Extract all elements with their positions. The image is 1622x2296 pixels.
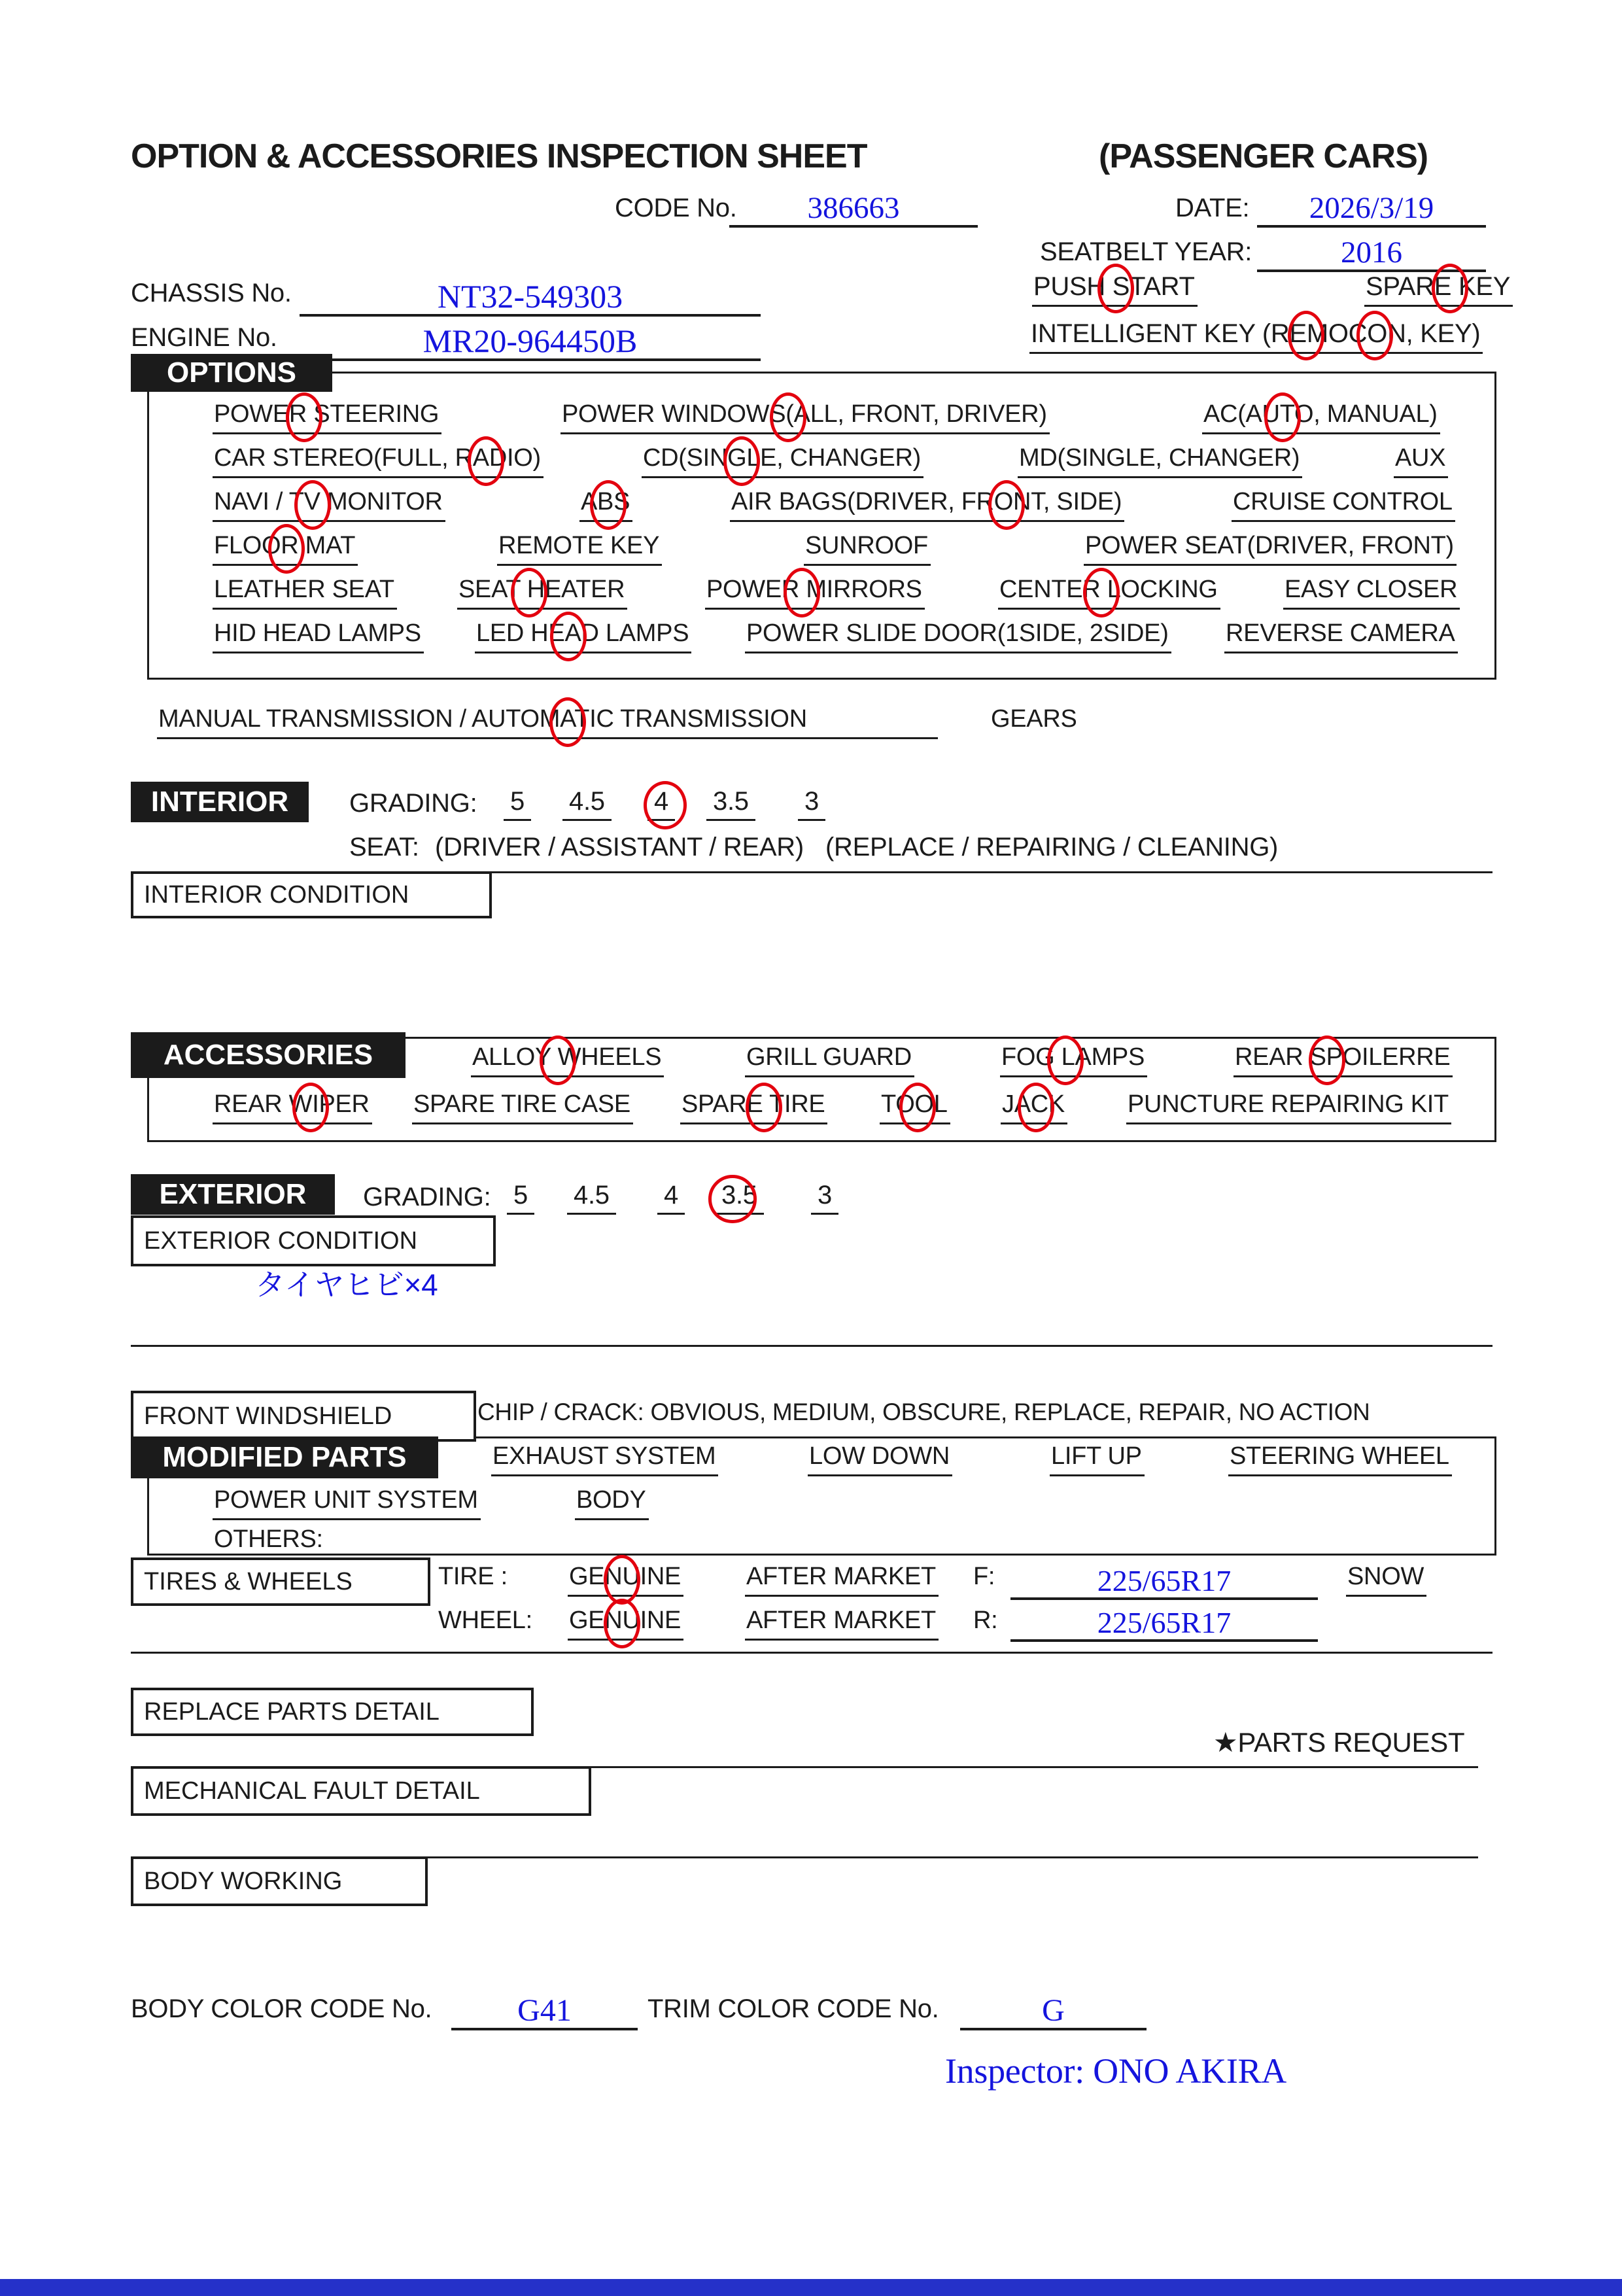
option-center-locking: CENTER LOCKING (998, 576, 1220, 610)
date-label: DATE: (1175, 194, 1250, 222)
snow-item: SNOW (1346, 1563, 1426, 1597)
engine-no-label: ENGINE No. (131, 323, 277, 352)
exterior-grading-label: GRADING: (363, 1183, 491, 1211)
option-floor-mat: FLOOR MAT (213, 532, 358, 566)
tires-wheels-label: TIRES & WHEELS (144, 1567, 353, 1595)
red-circle-mark (511, 568, 547, 617)
exterior-condition-note: タイヤヒビ×4 (255, 1268, 438, 1302)
transmission-item: MANUAL TRANSMISSION / AUTOMATIC TRANSMISSION (157, 705, 938, 739)
option-seat-heater: SEAT HEATER (457, 576, 627, 610)
accessory-spare-tire-case: SPARE TIRE CASE (412, 1090, 633, 1124)
seatbelt-year-value: 2016 (1341, 235, 1402, 270)
red-circle-mark (549, 697, 586, 747)
option-ac: AC(AUTO, MANUAL) (1202, 400, 1440, 434)
red-circle-mark (899, 1083, 936, 1132)
modified-others: OTHERS: (213, 1525, 326, 1559)
option-cruise-control: CRUISE CONTROL (1232, 488, 1455, 522)
date-field (1257, 187, 1486, 228)
interior-grading-label: GRADING: (349, 789, 477, 818)
exterior-grade-4: 4 (657, 1180, 685, 1215)
seat-label: SEAT: (349, 833, 419, 861)
code-no-field (729, 187, 978, 228)
option-cd: CD(SINGLE, CHANGER) (642, 444, 923, 478)
tires-wheels-box (131, 1557, 430, 1606)
option-reverse-camera: REVERSE CAMERA (1224, 619, 1458, 653)
accessory-rear-wiper: REAR WIPER (213, 1090, 372, 1124)
push-start-label: PUSH START (1033, 272, 1195, 301)
push-start-item (1032, 271, 1198, 307)
option-power-windows: POWER WINDOWS(ALL, FRONT, DRIVER) (561, 400, 1050, 434)
red-circle-mark (604, 1599, 640, 1648)
option-power-steering: POWER STEERING (213, 400, 441, 434)
tire-after-market-item: AFTER MARKET (745, 1563, 939, 1597)
footer-bar (0, 2279, 1622, 2296)
accessory-grill-guard: GRILL GUARD (745, 1043, 914, 1077)
rear-tire-size-field (1010, 1603, 1318, 1642)
page-title: OPTION & ACCESSORIES INSPECTION SHEET (131, 137, 867, 175)
rear-size-label: R: (973, 1607, 998, 1634)
option-easy-closer: EASY CLOSER (1283, 576, 1460, 610)
accessory-jack: JACK (1001, 1090, 1067, 1124)
exterior-condition-label: EXTERIOR CONDITION (144, 1226, 418, 1255)
red-circle-mark (1432, 264, 1468, 313)
accessory-fog-lamps: FOG LAMPS (1000, 1043, 1147, 1077)
option-md: MD(SINGLE, CHANGER) (1018, 444, 1302, 478)
red-circle-mark (770, 392, 806, 442)
front-windshield-label: FRONT WINDSHIELD (144, 1402, 392, 1430)
exterior-condition-box (131, 1215, 496, 1266)
front-size-label: F: (973, 1563, 995, 1590)
accessory-rear-spoilerre: REAR SPOILERRE (1234, 1043, 1453, 1077)
rear-tire-size-value: 225/65R17 (1097, 1606, 1232, 1639)
exterior-grade-4.5: 4.5 (567, 1180, 616, 1215)
seat-positions-label: (DRIVER / ASSISTANT / REAR) (435, 833, 804, 861)
mechanical-fault-detail-label: MECHANICAL FAULT DETAIL (144, 1777, 480, 1805)
red-circle-mark (1018, 1083, 1054, 1132)
interior-grade-4.5: 4.5 (562, 786, 612, 821)
option-power-slide-door: POWER SLIDE DOOR(1SIDE, 2SIDE) (745, 619, 1171, 653)
modified-body: BODY (575, 1486, 649, 1520)
exterior-grade-3.5: 3.5 (715, 1180, 764, 1215)
accessories-section-header: ACCESSORIES (131, 1032, 406, 1078)
trim-color-code-label: TRIM COLOR CODE No. (647, 1994, 939, 2023)
option-hid-head-lamps: HID HEAD LAMPS (213, 619, 424, 653)
wheel-after-market-item: AFTER MARKET (745, 1607, 939, 1641)
spare-key-label: SPARE KEY (1366, 272, 1511, 301)
accessory-tool: TOOL (880, 1090, 950, 1124)
body-color-code-label: BODY COLOR CODE No. (131, 1994, 432, 2023)
red-circle-mark (746, 1083, 782, 1132)
body-working-label: BODY WORKING (144, 1867, 343, 1895)
intelligent-key-item (1029, 319, 1483, 354)
chassis-no-value: NT32-549303 (437, 278, 623, 315)
exterior-grade-3: 3 (811, 1180, 838, 1215)
exterior-section-rule (131, 1345, 1493, 1347)
body-color-code-field (451, 1990, 638, 2030)
option-led-head-lamps: LED HEAD LAMPS (475, 619, 691, 653)
red-circle-mark (468, 436, 504, 486)
accessory-puncture-repairing-kit: PUNCTURE REPAIRING KIT (1126, 1090, 1451, 1124)
red-circle-mark (988, 480, 1025, 530)
red-circle-mark (1047, 1035, 1084, 1085)
chip-crack-label: CHIP / CRACK: OBVIOUS, MEDIUM, OBSCURE, REPLACE, REPAIR, NO ACTION (477, 1399, 1370, 1425)
front-tire-size-field (1010, 1561, 1318, 1600)
replace-parts-detail-box (131, 1688, 534, 1736)
exterior-grade-5: 5 (507, 1180, 534, 1215)
interior-condition-label: INTERIOR CONDITION (144, 880, 409, 909)
spare-key-item (1364, 271, 1513, 307)
red-circle-mark (1356, 311, 1393, 360)
chassis-no-label: CHASSIS No. (131, 279, 292, 307)
interior-grade-4: 4 (647, 786, 675, 821)
red-circle-mark (708, 1175, 757, 1223)
date-value: 2026/3/19 (1309, 191, 1434, 225)
modified-lift-up: LIFT UP (1050, 1442, 1145, 1476)
engine-no-value: MR20-964450B (423, 322, 638, 359)
red-circle-mark (550, 612, 587, 661)
seat-actions-label: (REPLACE / REPAIRING / CLEANING) (825, 833, 1279, 861)
trim-color-code-value: G (1042, 1993, 1065, 2028)
modified-exhaust-system: EXHAUST SYSTEM (491, 1442, 718, 1476)
red-circle-mark (292, 1083, 329, 1132)
red-circle-mark (1288, 311, 1324, 360)
front-windshield-box (131, 1391, 476, 1442)
interior-grade-3: 3 (798, 786, 825, 821)
gears-label: GEARS (991, 705, 1077, 733)
red-circle-mark (1083, 568, 1120, 617)
option-navi-tv-monitor: NAVI / TV MONITOR (213, 488, 445, 522)
option-power-mirrors: POWER MIRRORS (705, 576, 925, 610)
red-circle-mark (1097, 264, 1134, 313)
trim-color-code-field (960, 1990, 1147, 2030)
accessory-alloy-wheels: ALLOY WHEELS (471, 1043, 664, 1077)
red-circle-mark (644, 781, 687, 829)
wheel-genuine-item: GENUINE (568, 1607, 683, 1641)
modified-power-unit-system: POWER UNIT SYSTEM (213, 1486, 481, 1520)
red-circle-mark (784, 568, 820, 617)
option-remote-key: REMOTE KEY (497, 532, 662, 566)
code-no-label: CODE No. (615, 194, 737, 222)
interior-section-header: INTERIOR (131, 782, 309, 822)
tire-label: TIRE : (438, 1563, 508, 1590)
replace-parts-detail-label: REPLACE PARTS DETAIL (144, 1697, 440, 1726)
option-car-stereo: CAR STEREO(FULL, RADIO) (213, 444, 544, 478)
red-circle-mark (294, 480, 331, 530)
accessory-spare-tire: SPARE TIRE (680, 1090, 827, 1124)
code-no-value: 386663 (807, 191, 900, 225)
body-working-box (131, 1856, 428, 1906)
vehicle-type-label: (PASSENGER CARS) (1099, 137, 1428, 175)
modified-steering-wheel: STEERING WHEEL (1228, 1442, 1452, 1476)
red-circle-mark (1264, 392, 1301, 442)
options-section-header: OPTIONS (131, 354, 332, 392)
red-circle-mark (540, 1035, 576, 1085)
option-sunroof: SUNROOF (804, 532, 931, 566)
exterior-section-header: EXTERIOR (131, 1174, 335, 1215)
engine-no-field (300, 321, 761, 361)
parts-request-label: ★PARTS REQUEST (1213, 1727, 1465, 1758)
interior-condition-box (131, 871, 492, 918)
tires-section-rule (131, 1652, 1493, 1654)
option-abs: ABS (579, 488, 632, 522)
seatbelt-year-label: SEATBELT YEAR: (1040, 237, 1252, 266)
front-tire-size-value: 225/65R17 (1097, 1564, 1232, 1597)
wheel-label: WHEEL: (438, 1607, 532, 1634)
red-circle-mark (1309, 1035, 1345, 1085)
option-leather-seat: LEATHER SEAT (213, 576, 397, 610)
option-power-seat: POWER SEAT(DRIVER, FRONT) (1084, 532, 1457, 566)
red-circle-mark (590, 480, 627, 530)
option-aux: AUX (1394, 444, 1448, 478)
modified-low-down: LOW DOWN (808, 1442, 952, 1476)
modified-parts-section-header: MODIFIED PARTS (131, 1436, 438, 1478)
red-circle-mark (268, 524, 305, 574)
inspector-signature: Inspector: ONO AKIRA (945, 2051, 1286, 2091)
option-air-bags: AIR BAGS(DRIVER, FRONT, SIDE) (730, 488, 1124, 522)
red-circle-mark (604, 1555, 640, 1605)
chassis-no-field (300, 276, 761, 317)
red-circle-mark (286, 392, 322, 442)
mechanical-fault-detail-box (131, 1766, 591, 1816)
interior-grade-3.5: 3.5 (706, 786, 755, 821)
body-color-code-value: G41 (517, 1993, 572, 2028)
red-circle-mark (723, 436, 760, 486)
intelligent-key-label: INTELLIGENT KEY (REMOCON, KEY) (1031, 319, 1481, 348)
interior-grade-5: 5 (504, 786, 531, 821)
tire-genuine-item: GENUINE (568, 1563, 683, 1597)
